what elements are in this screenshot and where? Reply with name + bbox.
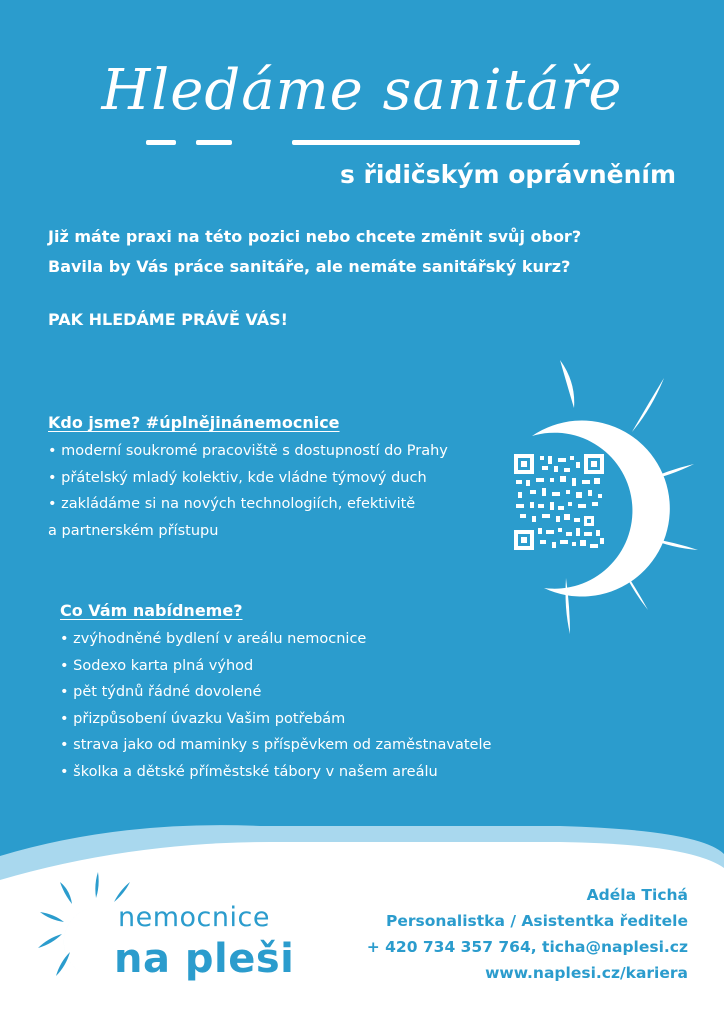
qr-code-icon (514, 454, 604, 550)
list-item: • přátelský mladý kolektiv, kde vládne týmový duch (48, 469, 427, 486)
contact-web: www.naplesi.cz/kariera (485, 964, 688, 982)
list-item: • přizpůsobení úvazku Vašim potřebám (60, 710, 346, 727)
title-underline (146, 140, 176, 145)
about-list (48, 438, 508, 544)
contact-name: Adéla Tichá (586, 886, 688, 904)
hospital-logo (30, 868, 340, 1008)
poster-title: Hledáme sanitáře (101, 58, 623, 123)
title-underline (292, 140, 580, 145)
about-heading: Kdo jsme? #úplnějinánemocnice (48, 413, 340, 432)
list-item: • strava jako od maminky s příspěvkem od zaměstnavatele (60, 737, 492, 753)
intro-line: Již máte praxi na této pozici nebo chcete změnit svůj obor? (48, 227, 582, 246)
poster-subtitle: s řidičským oprávněním (339, 160, 676, 189)
list-item: • zvýhodněné bydlení v areálu nemocnice (60, 631, 367, 647)
sun-decoration-icon (472, 352, 712, 652)
list-item: a partnerském přístupu (48, 522, 219, 539)
list-item: • pět týdnů řádné dovolené (60, 684, 262, 700)
title-underline (196, 140, 232, 145)
contact-phone-email: + 420 734 357 764, ticha@naplesi.cz (366, 938, 688, 956)
list-item: • Sodexo karta plná výhod (60, 657, 254, 674)
intro-line: Bavila by Vás práce sanitáře, ale nemáte sanitářský kurz? (48, 257, 571, 276)
logo-line2: na pleši (114, 936, 295, 982)
sun-qr-graphic (472, 352, 712, 652)
call-to-action: PAK HLEDÁME PRÁVĚ VÁS! (48, 310, 288, 329)
list-item: • moderní soukromé pracoviště s dostupností do Prahy (48, 443, 448, 459)
intro-text (48, 222, 688, 282)
logo-line1: nemocnice (118, 902, 270, 933)
about-section (48, 410, 508, 544)
contact-block (367, 882, 688, 986)
contact-role: Personalistka / Asistentka ředitele (386, 912, 688, 930)
list-item: • zakládáme si na nových technologiích, efektivitě (48, 496, 416, 512)
offer-heading: Co Vám nabídneme? (60, 601, 243, 620)
list-item: • školka a dětské příměstské tábory v našem areálu (60, 763, 438, 780)
